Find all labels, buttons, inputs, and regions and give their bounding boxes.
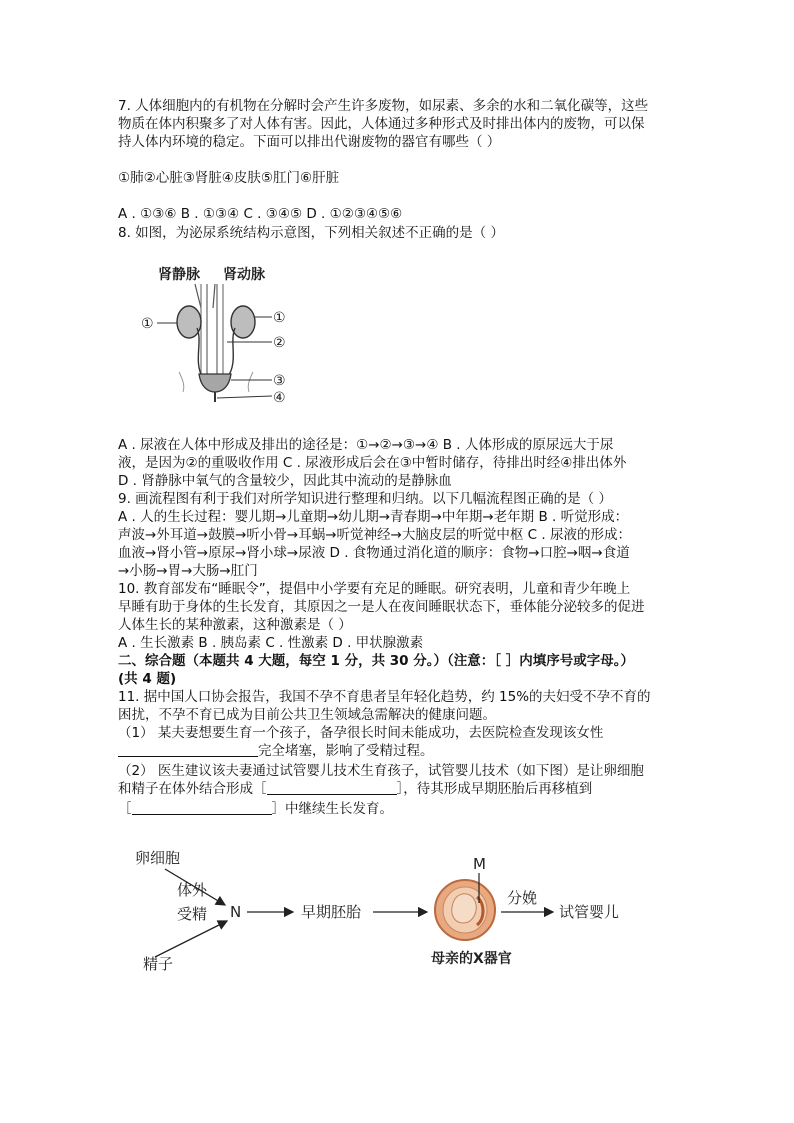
answer-blank-3[interactable] [132, 800, 272, 815]
q11-part-1-answer-line: 完全堵塞，影响了受精过程。 [118, 742, 434, 760]
answer-blank-2[interactable] [267, 780, 397, 795]
q8-option-line-3: D . 肾静脉中氧气的含量较少，因此其中流动的是静脉血 [118, 473, 452, 489]
early-embryo-label: 早期胚胎 [301, 903, 362, 921]
marker-1-right: ① [273, 310, 286, 326]
q11-part-2-line-1: （2） 医生建议该夫妻通过试管婴儿技术生育孩子，试管婴儿技术（如下图）是让卵细胞 [118, 763, 644, 779]
q11-part-2-line-3: ［ ］中继续生长发育。 [118, 801, 393, 817]
renal-artery-label: 肾动脉 [223, 267, 265, 283]
test-tube-baby-label: 试管婴儿 [559, 903, 620, 921]
marker-3: ③ [273, 373, 286, 389]
q9-line-5: →小肠→胃→大肠→肛门 [118, 563, 258, 579]
n-label: N [230, 903, 242, 921]
section-2-title: 二、综合题（本题共 4 大题，每空 1 分，共 30 分。）（注意：［ ］内填序号或字母。） [118, 653, 634, 669]
q7-line-3: 持人体内环境的稳定。下面可以排出代谢废物的器官有哪些（ ） [118, 134, 501, 150]
birth-label: 分娩 [507, 889, 538, 907]
q7-line-1: 7. 人体细胞内的有机物在分解时会产生许多废物，如尿素、多余的水和二氧化碳等，这些 [118, 98, 649, 114]
q9-line-1: 9. 画流程图有利于我们对所学知识进行整理和归纳。以下几幅流程图正确的是（ ） [118, 491, 612, 507]
ivf-label-1: 体外 [177, 881, 208, 899]
q9-line-4: 血液→肾小管→原尿→肾小球→尿液 D . 食物通过消化道的顺序：食物→口腔→咽→食道 [118, 545, 630, 561]
mother-organ-label: 母亲的X器官 [431, 951, 512, 967]
sperm-label: 精子 [143, 955, 174, 973]
q10-line-3: 人体生长的某种激素，这种激素是（ ） [118, 617, 352, 633]
q9-line-2: A . 人的生长过程：婴儿期→儿童期→幼儿期→青春期→中年期→老年期 B . 听觉形成： [118, 509, 629, 525]
marker-2: ② [273, 335, 286, 351]
q10-line-4: A . 生长激素 B . 胰岛素 C . 性激素 D . 甲状腺激素 [118, 635, 424, 651]
q11-part-2-line-2: 和精子在体外结合形成［ ］，待其形成早期胚胎后再移植到 [118, 781, 593, 797]
q8-option-line-2: 液，是因为②的重吸收作用 C . 尿液形成后会在③中暂时储存，待排出时经④排出体外 [118, 455, 627, 471]
answer-blank-1[interactable] [118, 742, 258, 757]
q11-line-1: 11. 据中国人口协会报告，我国不孕不育患者呈年轻化趋势，约 15%的夫妇受不孕不育的 [118, 689, 651, 705]
q8-stem: 8. 如图，为泌尿系统结构示意图，下列相关叙述不正确的是（ ） [118, 225, 504, 241]
egg-cell-label: 卵细胞 [135, 849, 181, 867]
q7-options: A . ①③⑥ B . ①③④ C . ③④⑤ D . ①②③④⑤⑥ [118, 206, 403, 222]
q10-line-1: 10. 教育部发布“睡眠令”，提倡中小学要有充足的睡眠。研究表明，儿童和青少年晚上 [118, 581, 631, 597]
q7-line-2: 物质在体内积聚多了对人体有害。因此，人体通过多种形式及时排出体内的废物，可以保 [118, 116, 645, 132]
ivf-label-2: 受精 [177, 905, 208, 923]
marker-4: ④ [273, 390, 286, 406]
q11-part-1: （1） 某夫妻想要生育一个孩子，备孕很长时间未能成功，去医院检查发现该女性 [118, 725, 604, 741]
section-2-count: (共 4 题) [118, 671, 177, 687]
ivf-flow-diagram [135, 845, 635, 975]
q8-option-line-1: A . 尿液在人体中形成及排出的途径是：①→②→③→④ B . 人体形成的原尿远大于尿 [118, 437, 614, 453]
m-label: M [473, 855, 486, 873]
q11-line-2: 困扰，不孕不育已成为目前公共卫生领域急需解决的健康问题。 [118, 707, 496, 723]
q9-line-3: 声波→外耳道→鼓膜→听小骨→耳蜗→听觉神经→大脑皮层的听觉中枢 C . 尿液的形成： [118, 527, 631, 543]
urinary-system-diagram [135, 262, 300, 412]
q10-line-2: 早睡有助于身体的生长发育，其原因之一是人在夜间睡眠状态下，垂体能分泌较多的促进 [118, 599, 645, 615]
marker-1-left: ① [141, 316, 154, 332]
renal-vein-label: 肾静脉 [158, 267, 200, 283]
q7-items: ①肺②心脏③肾脏④皮肤⑤肛门⑥肝脏 [118, 170, 340, 186]
